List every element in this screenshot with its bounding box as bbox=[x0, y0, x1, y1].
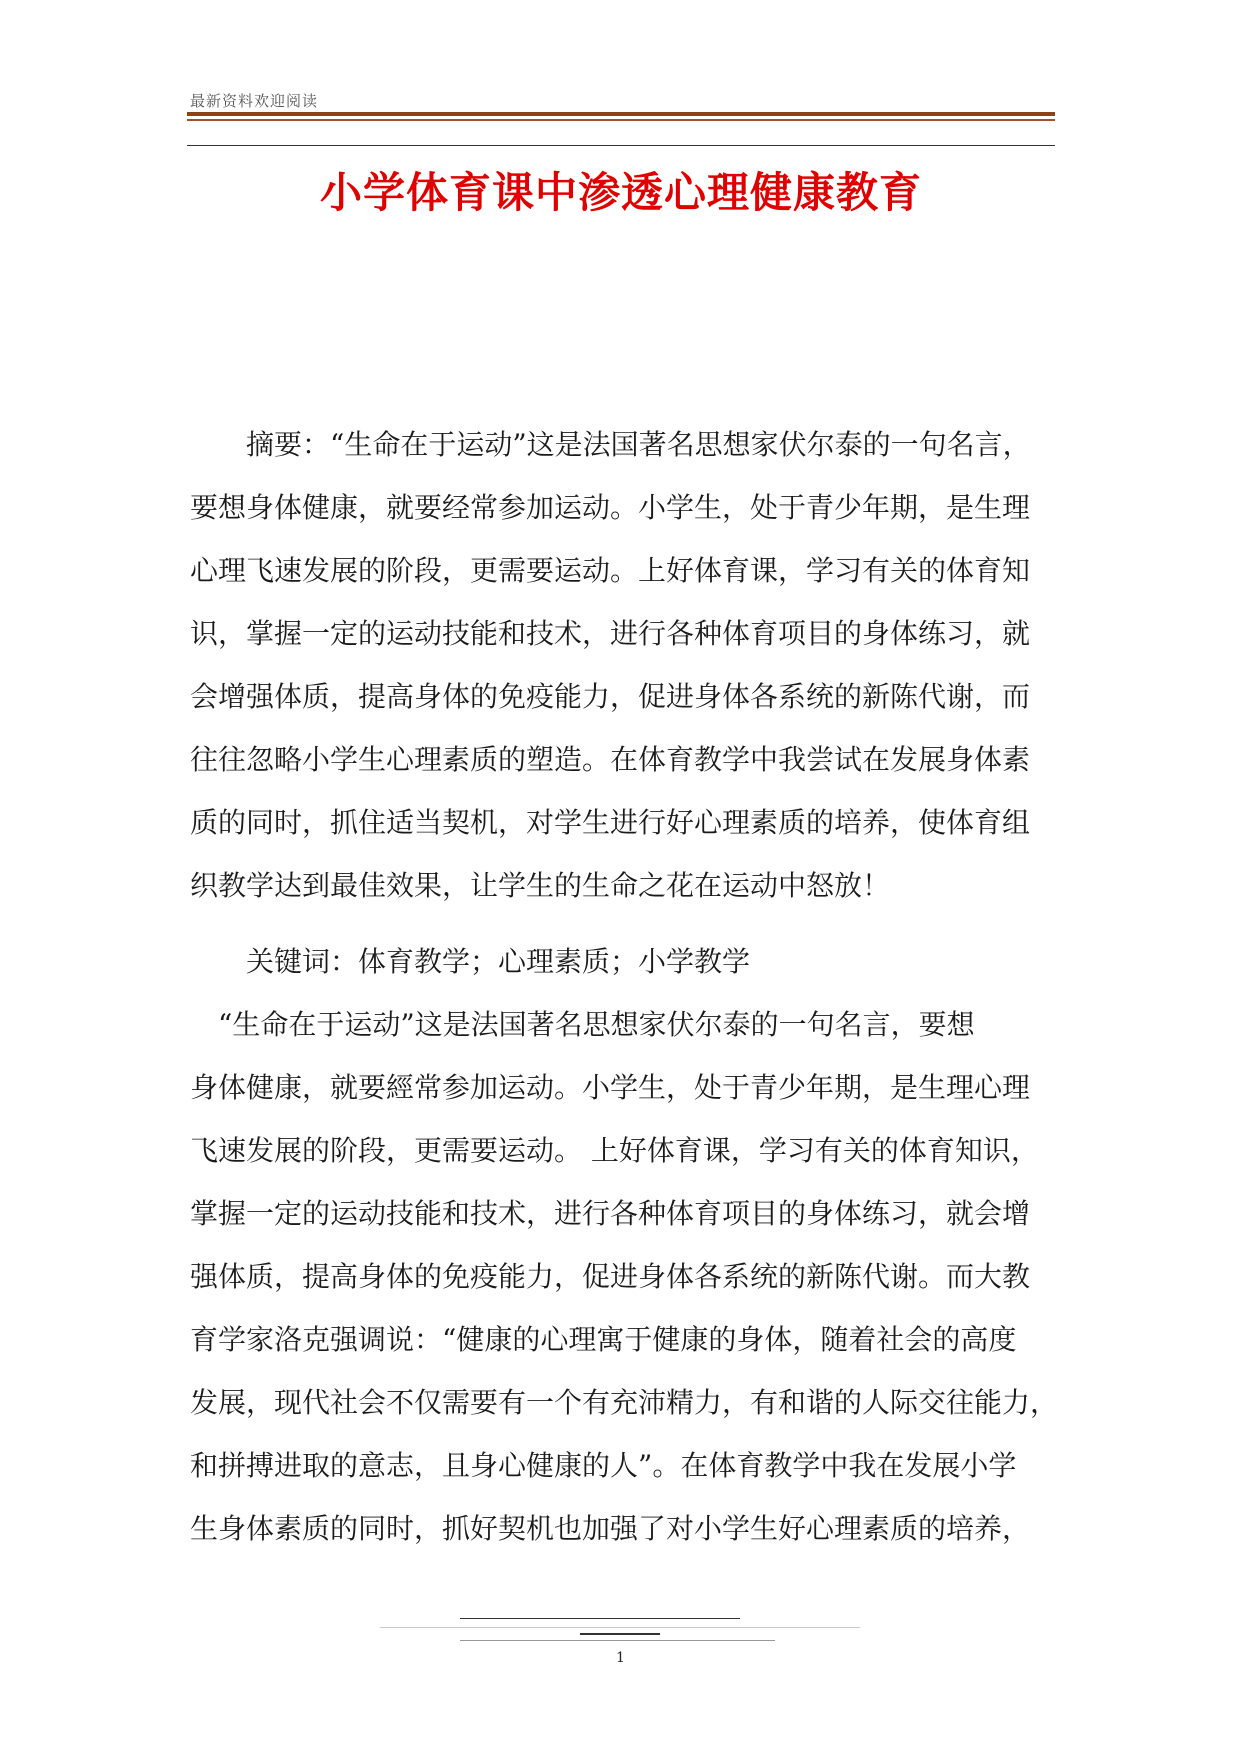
header-rule-thin bbox=[187, 145, 1055, 146]
abstract-line: 织教学达到最佳效果，让学生的生命之花在运动中怒放！ bbox=[190, 869, 891, 902]
abstract-line: 心理飞速发展的阶段，更需要运动。上好体育课，学习有关的体育知 bbox=[190, 554, 1031, 587]
abstract-paragraph bbox=[190, 413, 1052, 917]
abstract-line: 质的同时，抓住适当契机，对学生进行好心理素质的培养，使体育组 bbox=[190, 806, 1031, 839]
abstract-line: 会增强体质，提高身体的免疫能力，促进身体各系统的新陈代谢，而 bbox=[190, 680, 1031, 713]
document-title: 小学体育课中渗透心理健康教育 bbox=[319, 168, 922, 217]
header-rule-secondary bbox=[187, 119, 1055, 121]
body-line: 掌握一定的运动技能和技术，进行各种体育项目的身体练习，就会增 bbox=[190, 1197, 1031, 1230]
abstract-line: 摘要：“生命在于运动”这是法国著名思想家伏尔泰的一句名言， bbox=[246, 428, 1031, 461]
body-paragraph bbox=[190, 993, 1059, 1560]
abstract-line: 识，掌握一定的运动技能和技术，进行各种体育项目的身体练习，就 bbox=[190, 617, 1031, 650]
page-header-text: 最新资料欢迎阅读 bbox=[190, 92, 319, 110]
page-number: 1 bbox=[616, 1650, 625, 1666]
footer-rule-lower bbox=[460, 1640, 775, 1641]
footer-rule bbox=[460, 1618, 740, 1619]
body-line: 发展，现代社会不仅需要有一个有充沛精力，有和谐的人际交往能力， bbox=[190, 1386, 1059, 1419]
body-line: 生身体素质的同时，抓好契机也加强了对小学生好心理素质的培养， bbox=[190, 1512, 1031, 1545]
footer-rule-light bbox=[380, 1627, 860, 1628]
body-line: 飞速发展的阶段，更需要运动。 上好体育课，学习有关的体育知识， bbox=[190, 1134, 1039, 1167]
footer-rule-short bbox=[580, 1633, 660, 1635]
keywords-line: 关键词：体育教学；心理素质；小学教学 bbox=[246, 945, 751, 978]
abstract-line: 要想身体健康，就要经常参加运动。小学生，处于青少年期，是生理 bbox=[190, 491, 1031, 524]
body-line: 和拼搏进取的意志，且身心健康的人”。在体育教学中我在发展小学 bbox=[190, 1449, 1017, 1482]
keywords-paragraph bbox=[190, 930, 1052, 993]
body-line: “生命在于运动”这是法国著名思想家伏尔泰的一句名言，要想 bbox=[218, 1008, 975, 1041]
body-line: 育学家洛克强调说：“健康的心理寓于健康的身体，随着社会的高度 bbox=[190, 1323, 1017, 1356]
header-rule-thick bbox=[187, 112, 1055, 116]
body-line: 身体健康，就要經常参加运动。小学生，处于青少年期，是生理心理 bbox=[190, 1071, 1031, 1104]
body-line: 强体质，提高身体的免疫能力，促进身体各系统的新陈代谢。而大教 bbox=[190, 1260, 1031, 1293]
abstract-line: 往往忽略小学生心理素质的塑造。在体育教学中我尝试在发展身体素 bbox=[190, 743, 1031, 776]
